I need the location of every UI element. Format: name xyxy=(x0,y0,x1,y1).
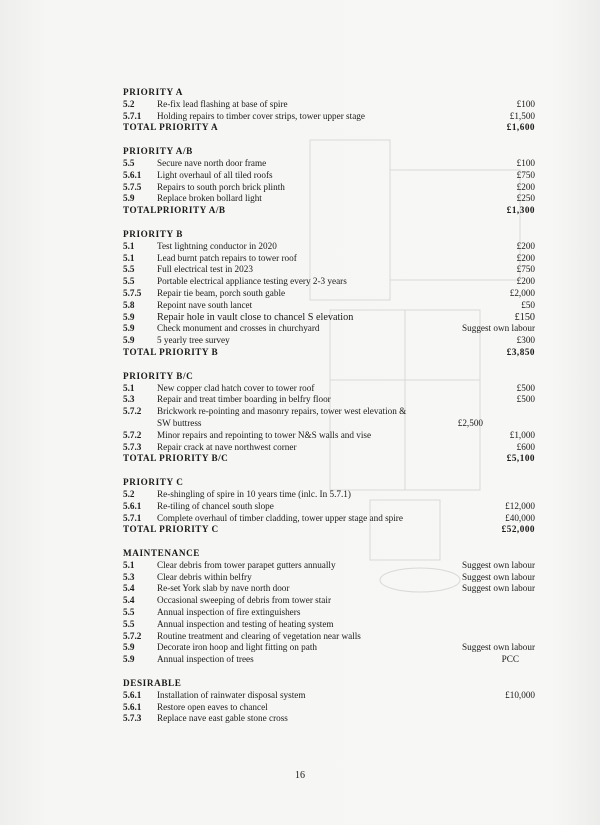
item-cost: £40,000 xyxy=(505,512,535,523)
item-description: Check monument and crosses in churchyard xyxy=(157,323,320,334)
item-description: Re-shingling of spire in 10 years time (inlc. In 5.7.1) xyxy=(157,488,351,499)
item-cost: £10,000 xyxy=(505,689,535,700)
item-description: Repair hole in vault close to chancel S elevation xyxy=(157,311,354,323)
section-total xyxy=(123,205,553,217)
item-ref: 5.6.1 xyxy=(123,500,142,511)
total-label: TOTAL PRIORITY B xyxy=(123,346,219,357)
item-ref: 5.9 xyxy=(123,654,135,665)
item-description: Portable electrical appliance testing every 2-3 years xyxy=(157,276,347,287)
item-ref: 5.9 xyxy=(123,193,135,204)
item-description: Re-fix lead flashing at base of spire xyxy=(157,98,288,109)
item-cost: £50 xyxy=(521,299,535,310)
item-description: New copper clad hatch cover to tower roof xyxy=(157,382,315,393)
item-description: Full electrical test in 2023 xyxy=(157,264,253,275)
list-item xyxy=(123,170,553,182)
item-ref: 5.6.1 xyxy=(123,689,142,700)
item-cost: £150 xyxy=(514,311,535,323)
item-ref: 5.5 xyxy=(123,157,135,168)
section-priority-bc xyxy=(123,371,553,465)
item-cost: £200 xyxy=(516,252,535,263)
list-item xyxy=(123,631,553,643)
item-description: Brickwork re-pointing and masonry repairs, tower west elevation & SW buttress xyxy=(157,406,407,428)
item-ref: 5.2 xyxy=(123,488,135,499)
total-cost: £5,100 xyxy=(506,453,535,464)
item-description: Repoint nave south lancet xyxy=(157,299,253,310)
item-ref: 5.9 xyxy=(123,311,135,322)
item-description: Replace nave east gable stone cross xyxy=(157,713,288,724)
item-ref: 5.3 xyxy=(123,394,135,405)
list-item xyxy=(123,489,553,501)
item-cost: £500 xyxy=(516,394,535,405)
list-item xyxy=(123,501,553,513)
cost-schedule xyxy=(123,87,553,737)
section-priority-ab xyxy=(123,146,553,217)
item-ref: 5.5 xyxy=(123,276,135,287)
list-item xyxy=(123,276,553,288)
section-priority-b xyxy=(123,229,553,359)
total-cost: £1,600 xyxy=(506,122,535,133)
item-cost: £200 xyxy=(516,240,535,251)
item-description: Repairs to south porch brick plinth xyxy=(157,181,285,192)
item-description: Restore open eaves to chancel xyxy=(157,701,268,712)
list-item xyxy=(123,702,553,714)
item-description: Test lightning conductor in 2020 xyxy=(157,240,277,251)
total-label: TOTAL PRIORITY C xyxy=(123,524,219,535)
item-ref: 5.4 xyxy=(123,583,135,594)
item-cost: Suggest own labour xyxy=(462,571,535,582)
item-ref: 5.7.5 xyxy=(123,181,142,192)
list-item xyxy=(123,335,553,347)
item-cost: £300 xyxy=(516,335,535,346)
item-description: Repair and treat timber boarding in belfry floor xyxy=(157,394,331,405)
item-ref: 5.5 xyxy=(123,264,135,275)
item-ref: 5.1 xyxy=(123,252,135,263)
item-description: Complete overhaul of timber cladding, tower upper stage and spire xyxy=(157,512,403,523)
section-title: PRIORITY B/C xyxy=(123,370,194,381)
item-cost: £750 xyxy=(516,264,535,275)
list-item xyxy=(123,560,553,572)
item-description: Lead burnt patch repairs to tower roof xyxy=(157,252,297,263)
list-item xyxy=(123,288,553,300)
list-item xyxy=(123,394,553,406)
item-description: 5 yearly tree survey xyxy=(157,335,230,346)
item-cost: £600 xyxy=(516,441,535,452)
section-total xyxy=(123,122,553,134)
item-cost: £1,500 xyxy=(509,110,535,121)
item-cost: £2,000 xyxy=(509,287,535,298)
item-ref: 5.7.2 xyxy=(123,406,142,417)
item-description: Routine treatment and clearing of vegetation near walls xyxy=(157,630,361,641)
item-cost: Suggest own labour xyxy=(462,642,535,653)
list-item xyxy=(123,323,553,335)
item-ref: 5.3 xyxy=(123,571,135,582)
item-ref: 5.5 xyxy=(123,618,135,629)
list-item xyxy=(123,193,553,205)
item-description: Installation of rainwater disposal system xyxy=(157,689,306,700)
total-label: TOTALPRIORITY A/B xyxy=(123,205,226,216)
total-label: TOTAL PRIORITY B/C xyxy=(123,453,229,464)
list-item xyxy=(123,406,553,430)
item-description: Repair crack at nave northwest corner xyxy=(157,441,297,452)
total-label: TOTAL PRIORITY A xyxy=(123,122,219,133)
list-item xyxy=(123,690,553,702)
item-description: Secure nave north door frame xyxy=(157,157,267,168)
item-ref: 5.9 xyxy=(123,323,135,334)
section-priority-a xyxy=(123,87,553,134)
item-cost: £100 xyxy=(516,98,535,109)
item-ref: 5.7.3 xyxy=(123,713,142,724)
item-cost: £100 xyxy=(516,157,535,168)
item-description: Decorate iron hoop and light fitting on path xyxy=(157,642,317,653)
section-priority-c xyxy=(123,477,553,536)
item-cost: £200 xyxy=(516,276,535,287)
section-title: DESIRABLE xyxy=(123,678,182,689)
item-cost: £12,000 xyxy=(505,500,535,511)
item-cost: £2,500 xyxy=(457,417,483,428)
item-ref: 5.7.1 xyxy=(123,110,142,121)
item-ref: 5.9 xyxy=(123,335,135,346)
list-item xyxy=(123,312,553,324)
list-item xyxy=(123,430,553,442)
item-cost: £200 xyxy=(516,181,535,192)
item-cost: Suggest own labour xyxy=(462,583,535,594)
section-maintenance xyxy=(123,548,553,666)
total-cost: £52,000 xyxy=(501,524,535,535)
item-cost: £500 xyxy=(516,382,535,393)
section-title: MAINTENANCE xyxy=(123,548,201,559)
list-item xyxy=(123,253,553,265)
list-item xyxy=(123,619,553,631)
item-cost: Suggest own labour xyxy=(462,323,535,334)
list-item xyxy=(123,642,553,654)
item-ref: 5.1 xyxy=(123,240,135,251)
item-ref: 5.1 xyxy=(123,559,135,570)
item-description: Clear debris from tower parapet gutters annually xyxy=(157,559,336,570)
item-cost: £1,000 xyxy=(509,429,535,440)
item-description: Re-set York slab by nave north door xyxy=(157,583,290,594)
list-item xyxy=(123,713,553,725)
list-item xyxy=(123,513,553,525)
list-item xyxy=(123,241,553,253)
item-ref: 5.8 xyxy=(123,299,135,310)
list-item xyxy=(123,182,553,194)
item-ref: 5.6.1 xyxy=(123,701,142,712)
section-total xyxy=(123,453,553,465)
item-ref: 5.7.1 xyxy=(123,512,142,523)
item-ref: 5.5 xyxy=(123,607,135,618)
list-item xyxy=(123,595,553,607)
item-description: Holding repairs to timber cover strips, tower upper stage xyxy=(157,110,365,121)
item-description: Annual inspection and testing of heating system xyxy=(157,618,334,629)
item-description: Re-tiling of chancel south slope xyxy=(157,500,274,511)
section-total xyxy=(123,347,553,359)
list-item xyxy=(123,111,553,123)
item-description: Minor repairs and repointing to tower N&S walls and vise xyxy=(157,429,372,440)
item-description: Light overhaul of all tiled roofs xyxy=(157,169,273,180)
section-title: PRIORITY A xyxy=(123,87,184,97)
item-description: Annual inspection of trees xyxy=(157,654,254,665)
item-ref: 5.2 xyxy=(123,98,135,109)
list-item xyxy=(123,607,553,619)
item-cost: £250 xyxy=(516,193,535,204)
list-item xyxy=(123,583,553,595)
section-title: PRIORITY C xyxy=(123,477,184,488)
item-cost: Suggest own labour xyxy=(462,559,535,570)
item-description: Clear debris within belfry xyxy=(157,571,252,582)
item-cost: PCC xyxy=(501,654,519,665)
section-title: PRIORITY B xyxy=(123,228,184,239)
item-ref: 5.7.3 xyxy=(123,441,142,452)
list-item xyxy=(123,300,553,312)
item-ref: 5.7.2 xyxy=(123,630,142,641)
list-item xyxy=(123,158,553,170)
page-number: 16 xyxy=(295,770,305,781)
item-ref: 5.9 xyxy=(123,642,135,653)
list-item xyxy=(123,654,553,666)
list-item xyxy=(123,383,553,395)
section-desirable xyxy=(123,678,553,725)
item-ref: 5.4 xyxy=(123,595,135,606)
total-cost: £1,300 xyxy=(506,205,535,216)
item-description: Annual inspection of fire extinguishers xyxy=(157,607,301,618)
item-ref: 5.1 xyxy=(123,382,135,393)
item-ref: 5.6.1 xyxy=(123,169,142,180)
section-title: PRIORITY A/B xyxy=(123,146,193,157)
list-item xyxy=(123,99,553,111)
list-item xyxy=(123,264,553,276)
item-ref: 5.7.2 xyxy=(123,429,142,440)
section-total xyxy=(123,524,553,536)
item-cost: £750 xyxy=(516,169,535,180)
total-cost: £3,850 xyxy=(506,346,535,357)
list-item xyxy=(123,572,553,584)
item-description: Replace broken bollard light xyxy=(157,193,262,204)
item-description: Repair tie beam, porch south gable xyxy=(157,287,286,298)
list-item xyxy=(123,442,553,454)
item-description: Occasional sweeping of debris from tower stair xyxy=(157,595,331,606)
item-ref: 5.7.5 xyxy=(123,287,142,298)
